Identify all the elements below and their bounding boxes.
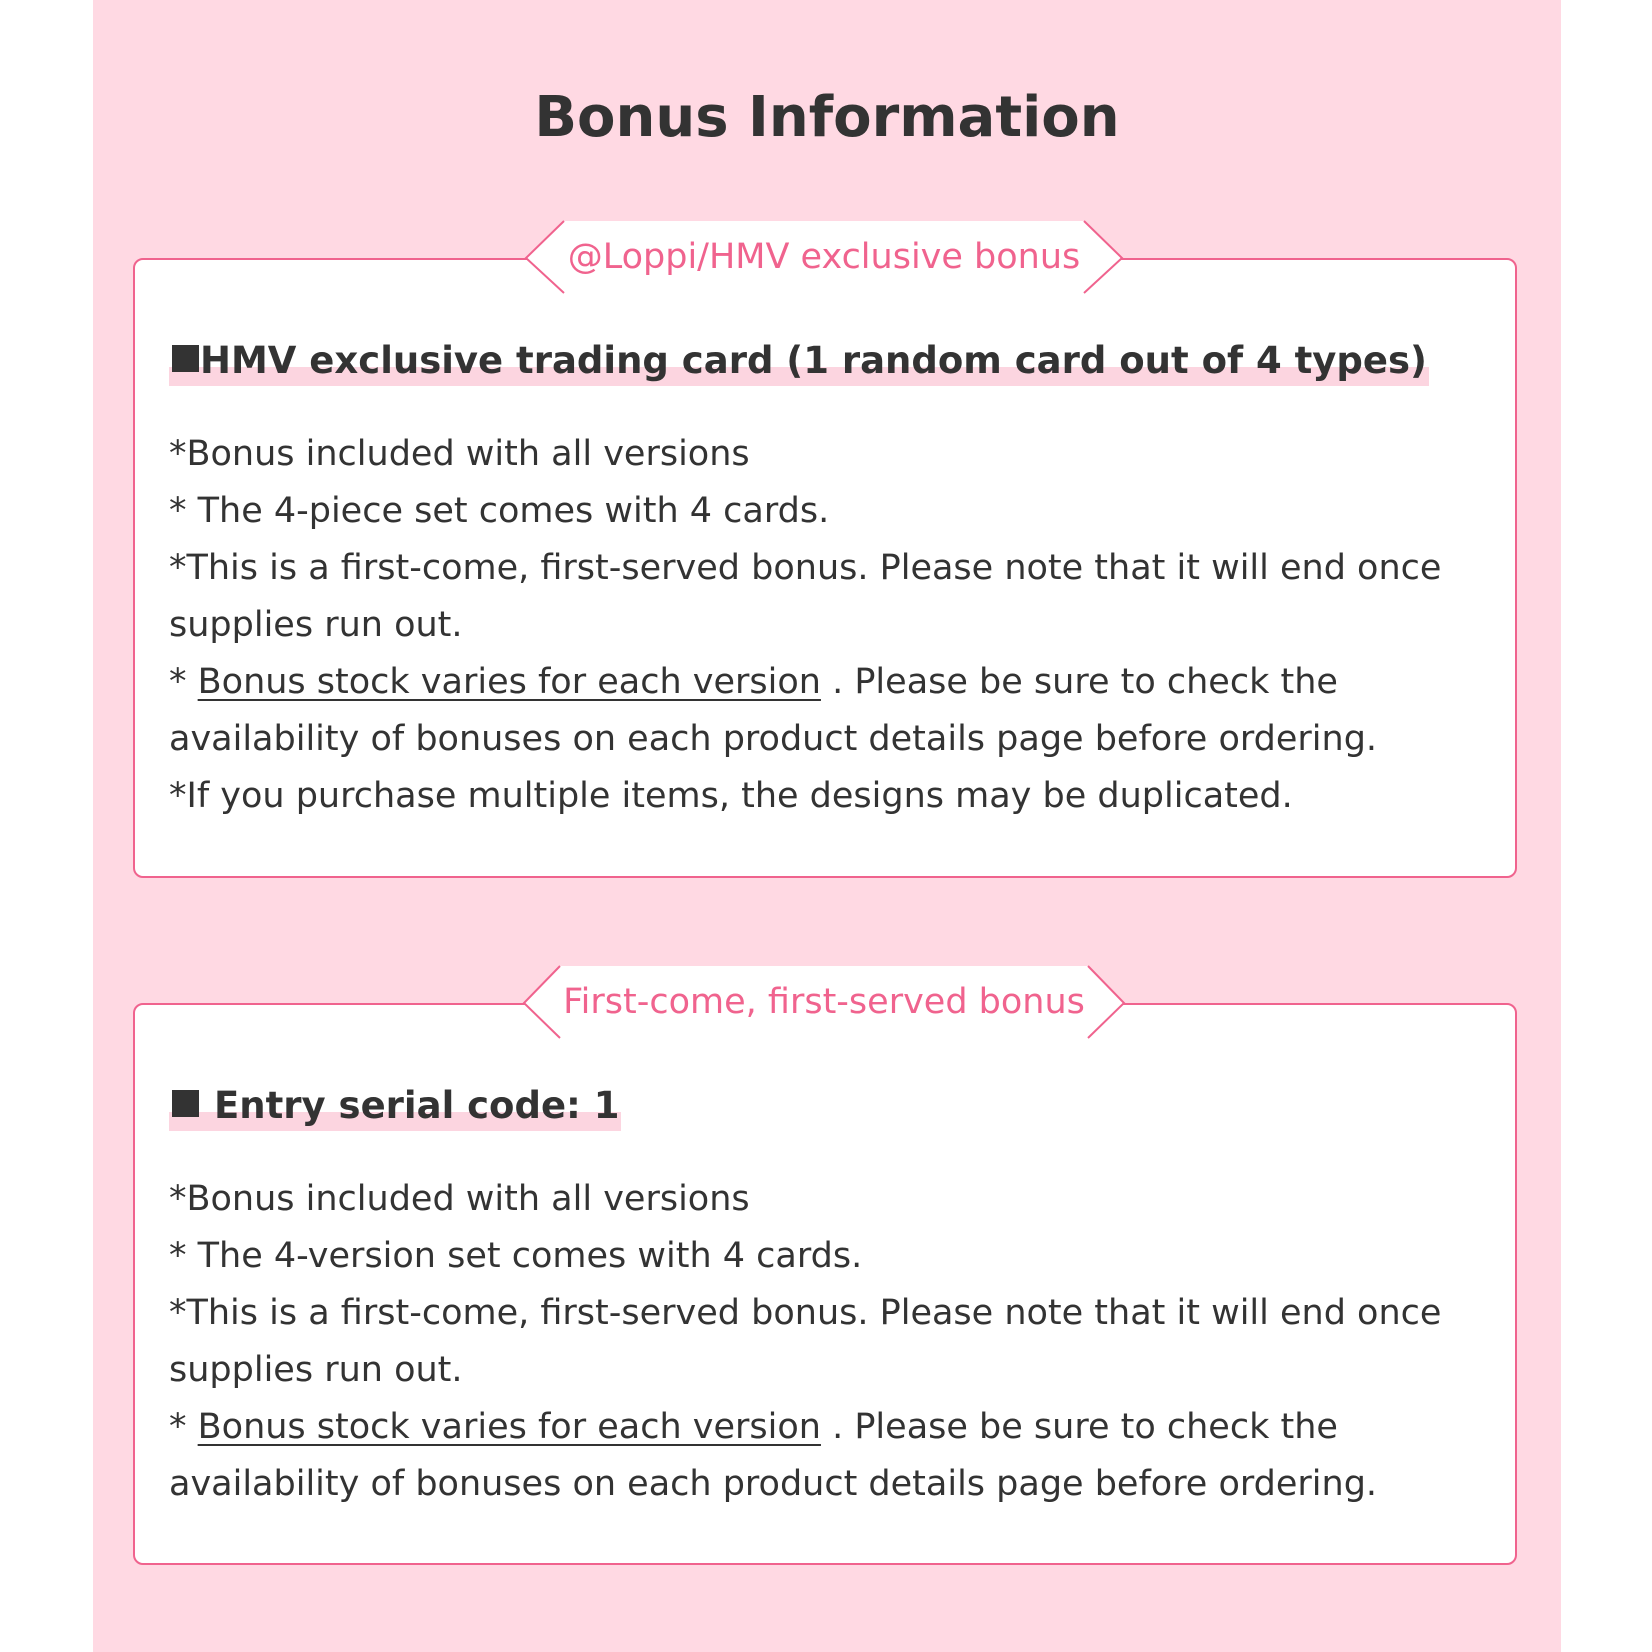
link-prefix: *	[169, 1407, 198, 1447]
section-heading	[169, 336, 1429, 386]
bonus-stock-link[interactable]: Bonus stock varies for each version	[197, 662, 821, 702]
link-suffix: . Please be sure to check the	[820, 662, 1338, 702]
note-line-with-link	[169, 1399, 1499, 1456]
bonus-stock-link[interactable]: Bonus stock varies for each version	[197, 1407, 821, 1447]
section-body	[169, 1171, 1499, 1513]
note-line: availability of bonuses on each product details page before ordering.	[169, 719, 1378, 759]
link-suffix: . Please be sure to check the	[820, 1407, 1338, 1447]
bonus-card-hmv-exclusive	[133, 237, 1517, 878]
note-line: *This is a first-come, first-served bonus. Please note that it will end once	[169, 1293, 1442, 1333]
section-tag	[522, 965, 1126, 1039]
bonus-page	[93, 0, 1561, 1652]
note-line: *This is a first-come, first-served bonus. Please note that it will end once	[169, 548, 1442, 588]
link-prefix: *	[169, 662, 198, 702]
section-body	[169, 426, 1499, 825]
note-line: * The 4-piece set comes with 4 cards.	[169, 491, 830, 531]
note-line: *Bonus included with all versions	[169, 434, 750, 474]
bonus-card-first-come	[133, 982, 1517, 1565]
square-bullet-icon	[172, 1090, 199, 1117]
section-tag-label: @Loppi/HMV exclusive bonus	[567, 237, 1081, 277]
page-title: Bonus Information	[534, 85, 1120, 150]
section-tag-label: First-come, first-served bonus	[563, 982, 1085, 1022]
note-line-with-link	[169, 654, 1499, 711]
note-line: supplies run out.	[169, 1350, 463, 1390]
note-line: *Bonus included with all versions	[169, 1179, 750, 1219]
section-heading	[169, 1081, 621, 1131]
note-line: availability of bonuses on each product details page before ordering.	[169, 1464, 1378, 1504]
note-line: supplies run out.	[169, 605, 463, 645]
section-tag	[524, 220, 1124, 294]
note-line: * The 4-version set comes with 4 cards.	[169, 1236, 863, 1276]
square-bullet-icon	[172, 345, 199, 372]
section-heading-text: HMV exclusive trading card (1 random card out of 4 types)	[200, 339, 1427, 382]
section-heading-text: Entry serial code: 1	[214, 1084, 620, 1127]
note-line: *If you purchase multiple items, the designs may be duplicated.	[169, 776, 1293, 816]
